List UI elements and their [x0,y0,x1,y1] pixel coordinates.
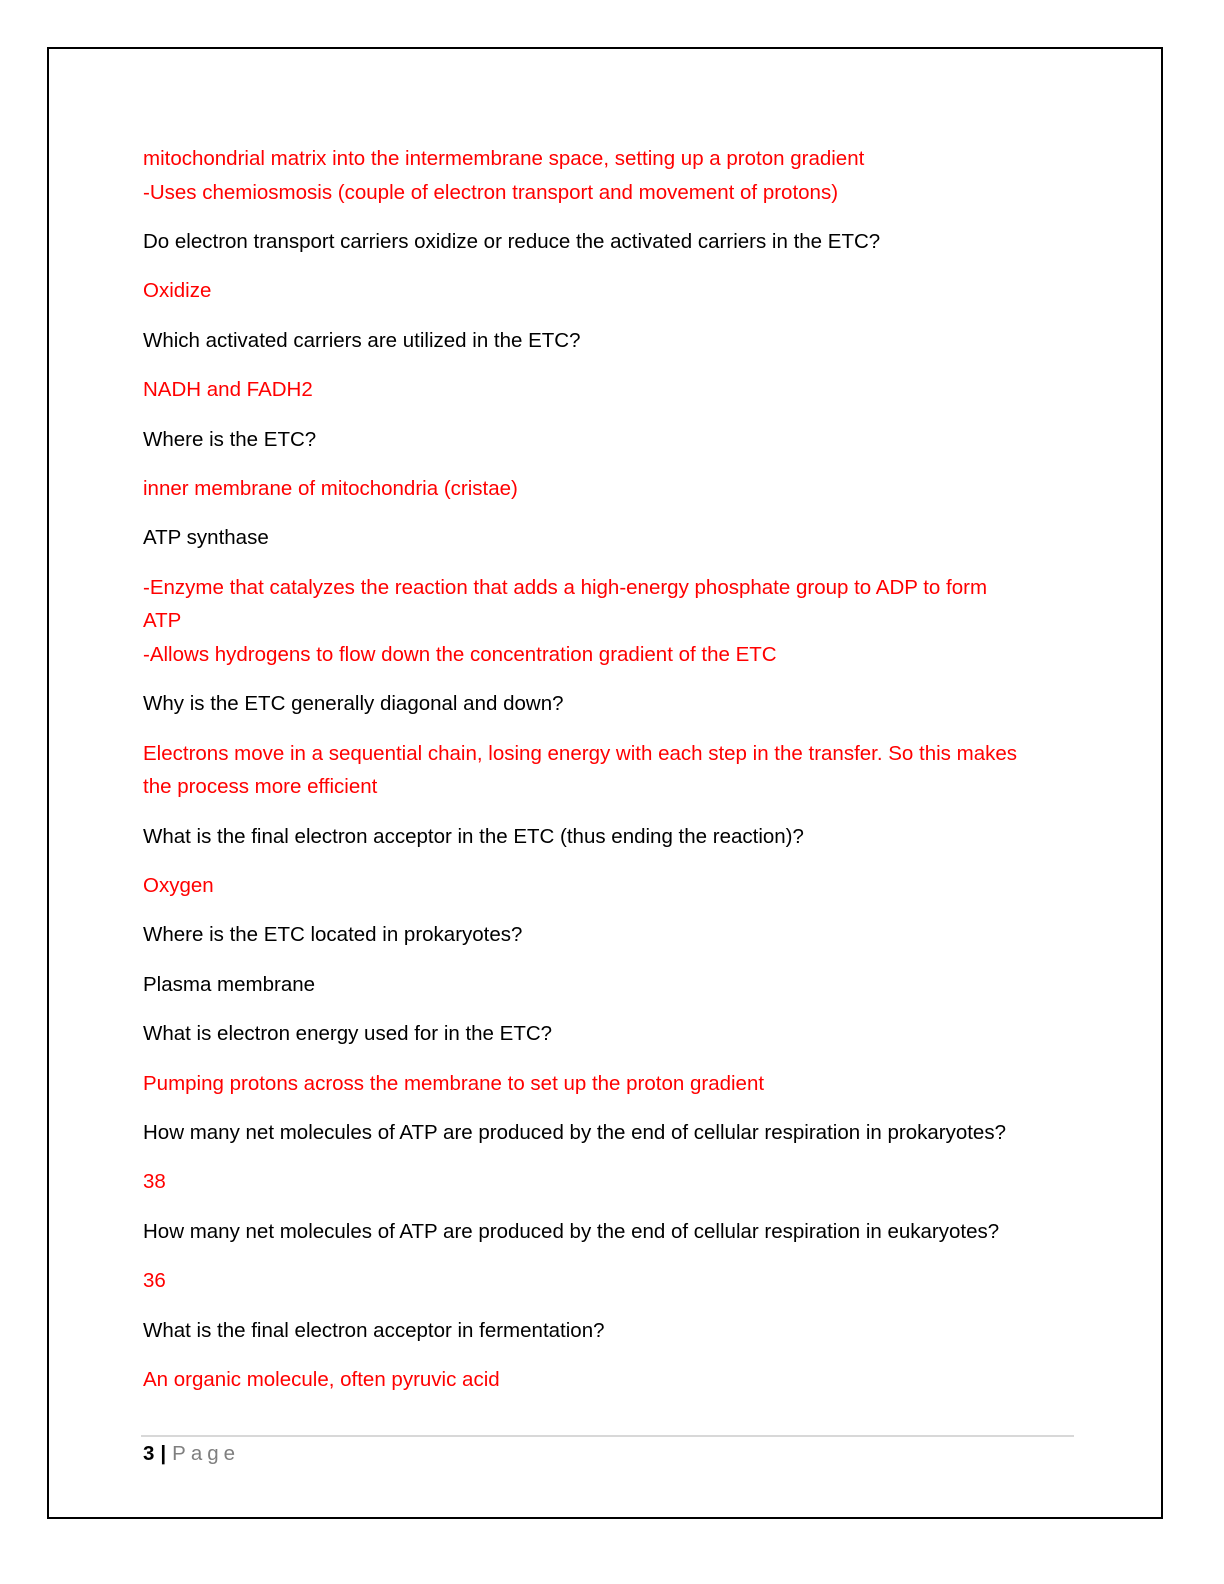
question-line: Where is the ETC located in prokaryotes? [143,923,523,947]
answer-line: -Enzyme that catalyzes the reaction that adds a high-energy phosphate group to ADP to form [143,575,988,599]
document-body [143,142,1078,1397]
page-footer [143,1439,240,1469]
answer-line: Oxygen [143,874,214,898]
question-line: What is the final electron acceptor in fermentation? [143,1318,605,1342]
answer-line: ATP [143,609,182,633]
question-line: How many net molecules of ATP are produced by the end of cellular respiration in prokaryotes? [143,1121,1006,1145]
footer-divider [141,1435,1074,1437]
question-line: Which activated carriers are utilized in the ETC? [143,328,581,352]
answer-line: Pumping protons across the membrane to set up the proton gradient [143,1071,765,1095]
answer-line: -Allows hydrogens to flow down the concentration gradient of the ETC [143,642,777,666]
answer-line: -Uses chemiosmosis (couple of electron transport and movement of protons) [143,180,839,204]
answer-line: 36 [143,1269,166,1293]
question-line: Do electron transport carriers oxidize or reduce the activated carriers in the ETC? [143,229,881,253]
question-line: What is the final electron acceptor in the ETC (thus ending the reaction)? [143,824,804,848]
question-line: How many net molecules of ATP are produced by the end of cellular respiration in eukaryotes? [143,1219,1000,1243]
answer-line: 38 [143,1170,166,1194]
answer-line: mitochondrial matrix into the intermembrane space, setting up a proton gradient [143,147,865,170]
page-number: 3 [143,1442,155,1465]
question-line: Where is the ETC? [143,427,317,451]
question-line: What is electron energy used for in the ETC? [143,1022,553,1046]
answer-line: inner membrane of mitochondria (cristae) [143,476,518,500]
answer-line: Oxidize [143,279,212,303]
answer-line: NADH and FADH2 [143,378,313,402]
answer-line: An organic molecule, often pyruvic acid [143,1367,500,1391]
page-label: Page [172,1442,241,1465]
footer-separator: | [160,1442,167,1465]
question-line: Why is the ETC generally diagonal and down? [143,692,564,716]
question-line: Plasma membrane [143,972,316,996]
answer-line: Electrons move in a sequential chain, losing energy with each step in the transfer. So this makes [143,741,1018,765]
answer-line: the process more efficient [143,775,378,799]
question-line: ATP synthase [143,526,269,550]
